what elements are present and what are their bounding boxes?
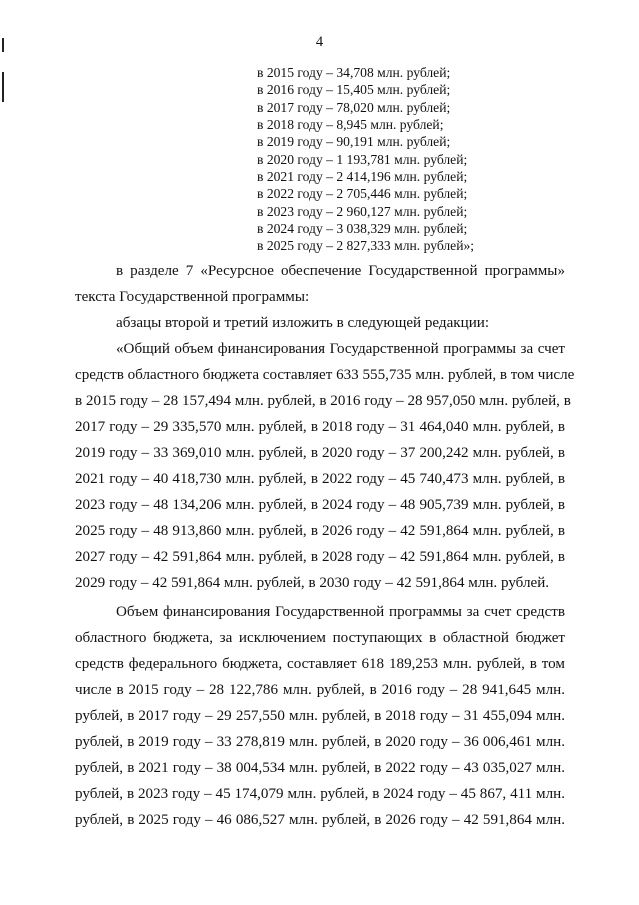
text-line: абзацы второй и третий изложить в следующей редакции: — [116, 315, 490, 331]
list-item: в 2018 году – 8,945 млн. рублей; — [257, 117, 444, 133]
list-item: в 2025 году – 2 827,333 млн. рублей»; — [257, 238, 475, 254]
text-line: 2023 году – 48 134,206 млн. рублей, в 2024 году – 48 905,739 млн. рублей, в — [75, 497, 565, 513]
text-line: рублей, в 2021 году – 38 004,534 млн. рублей, в 2022 году – 43 035,027 млн. — [75, 760, 565, 776]
page-number: 4 — [315, 34, 324, 50]
list-item: в 2024 году – 3 038,329 млн. рублей; — [257, 221, 468, 237]
text-line: рублей, в 2019 году – 33 278,819 млн. рублей, в 2020 году – 36 006,461 млн. — [75, 734, 565, 750]
list-item: в 2022 году – 2 705,446 млн. рублей; — [257, 186, 468, 202]
text-line: рублей, в 2025 году – 46 086,527 млн. рублей, в 2026 году – 42 591,864 млн. — [75, 812, 565, 828]
text-line: 2029 году – 42 591,864 млн. рублей, в 2030 году – 42 591,864 млн. рублей. — [75, 575, 550, 591]
text-line: средств федерального бюджета, составляет 618 189,253 млн. рублей, в том — [75, 656, 565, 672]
text-line: 2017 году – 29 335,570 млн. рублей, в 2018 году – 31 464,040 млн. рублей, в — [75, 419, 565, 435]
list-item: в 2016 году – 15,405 млн. рублей; — [257, 82, 451, 98]
text-line: областного бюджета, за исключением поступающих в областной бюджет — [75, 630, 565, 646]
text-line: числе в 2015 году – 28 122,786 млн. рублей, в 2016 году – 28 941,645 млн. — [75, 682, 565, 698]
text-line: 2021 году – 40 418,730 млн. рублей, в 2022 году – 45 740,473 млн. рублей, в — [75, 471, 565, 487]
list-item: в 2017 году – 78,020 млн. рублей; — [257, 99, 451, 115]
text-line: 2025 году – 48 913,860 млн. рублей, в 2026 году – 42 591,864 млн. рублей, в — [75, 523, 565, 539]
text-line: текста Государственной программы: — [75, 289, 310, 305]
text-line: 2019 году – 33 369,010 млн. рублей, в 2020 году – 37 200,242 млн. рублей, в — [75, 445, 565, 461]
text-line: 2027 году – 42 591,864 млн. рублей, в 2028 году – 42 591,864 млн. рублей, в — [75, 549, 565, 565]
text-line: в разделе 7 «Ресурсное обеспечение Государственной программы» — [116, 263, 565, 279]
list-item: в 2015 году – 34,708 млн. рублей; — [257, 65, 451, 80]
yearly-funding-list — [257, 64, 474, 255]
text-line: средств областного бюджета составляет 633 555,735 млн. рублей, в том числе — [75, 367, 575, 383]
list-item: в 2020 году – 1 193,781 млн. рублей; — [257, 151, 468, 167]
text-line: в 2015 году – 28 157,494 млн. рублей, в 2016 году – 28 957,050 млн. рублей, в — [75, 393, 571, 409]
text-line: Объем финансирования Государственной программы за счет средств — [116, 604, 565, 620]
text-line: «Общий объем финансирования Государственной программы за счет — [116, 341, 565, 357]
list-item: в 2023 году – 2 960,127 млн. рублей; — [257, 203, 468, 219]
text-line: рублей, в 2017 году – 29 257,550 млн. рублей, в 2018 году – 31 455,094 млн. — [75, 708, 565, 724]
list-item: в 2019 году – 90,191 млн. рублей; — [257, 134, 451, 150]
scan-edge-mark — [2, 72, 4, 102]
text-line: рублей, в 2023 году – 45 174,079 млн. рублей, в 2024 году – 45 867, 411 млн. — [75, 786, 565, 802]
list-item: в 2021 году – 2 414,196 млн. рублей; — [257, 169, 468, 185]
